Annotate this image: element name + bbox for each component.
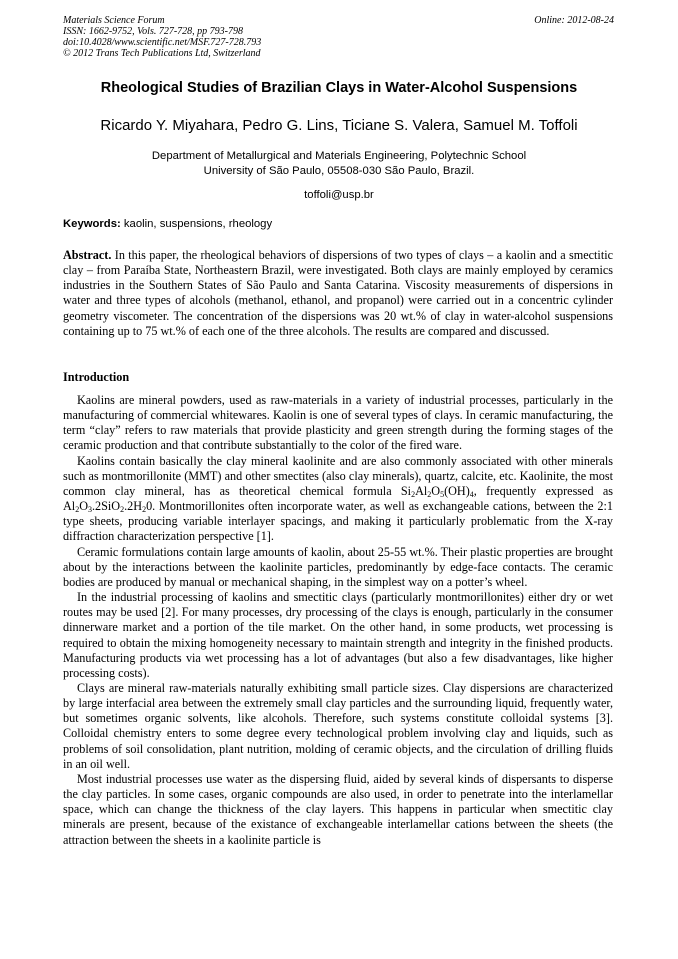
paragraph: Most industrial processes use water as the dispersing fluid, aided by several kinds of dispersants to disperse the clay particles. In some cases, organic compounds are also used, in order to penetrate into the interlamellar space, which can change the thickness of the clay layers. This happens in particular when smectitic clay minerals are present, because of the existance of exchangeable interlamellar cations between the sheets (the attraction between the sheets in a kaolinite particle is: [63, 771, 613, 847]
affiliation-line-1: Department of Metallurgical and Materials Engineering, Polytechnic School: [151, 150, 527, 162]
contact-email: toffoli@usp.br: [304, 189, 374, 201]
paragraph: Kaolins are mineral powders, used as raw-materials in a variety of industrial processes, particularly in the manufacturing of commercial whitewares. Kaolin is one of several types of clays. In ceramic manufacturing, the term “clay” refers to raw materials that provide plasticity and green strength during the forming stages of the ceramic production and that contribute substantially to the color of the fired ware.: [63, 393, 613, 453]
journal-doi: doi:10.4028/www.scientific.net/MSF.727-728.793: [63, 37, 262, 48]
keywords: [63, 218, 272, 230]
paragraph: Clays are mineral raw-materials naturally exhibiting small particle sizes. Clay dispersions are characterized by large interfacial area between the extremely small clay particles and the surrounding liquid, frequently water, but sometimes organic solvents, like alcohols. Therefore, such systems constitute colloidal systems [3]. Colloidal chemistry enters to some degree every technological problem involving clay and liquids, such as problems of soil consolidation, plant nutrition, molding of ceramic objects, and the circulation of drilling fluids in an oil well.: [63, 680, 613, 771]
abstract-text: In this paper, the rheological behaviors of dispersions of two types of clays – a kaolin and a smectitic clay – from Paraíba State, Northeastern Brazil, were investigated. Both clays are mainly employed by ceramics industries in the Southern States of São Paulo and Santa Catarina. Viscosity measurements of dispersions in water and three types of alcohols (methanol, ethanol, and propanol) were carried out in a concentric cylinder geometry viscometer. The concentration of the dispersions was 20 wt.% of clay in water-alcohol suspensions containing up to 75 wt.% of each one of the three alcohols. The results are compared and discussed.: [63, 248, 613, 338]
journal-copyright: © 2012 Trans Tech Publications Ltd, Switzerland: [63, 48, 261, 59]
introduction-body: [63, 393, 613, 848]
paragraph: Kaolins contain basically the clay mineral kaolinite and are also commonly associated with other minerals such as montmorillonite (MMT) and other smectites (also clay minerals), quartz, calcite, etc. Kaolinite, the most common clay mineral, has as theoretical chemical formula $Si_2Al_2O_5(OH)_4$, frequently expressed as $Al_2O_3.2SiO_2.2H_20$. Montmorillonites often incorporate water, as well as exchangeable cations, between the 2:1 type sheets, producing variable interlayer spacings, and making it particularly problematic from the X-ray diffraction characterization perspective [1].: [63, 453, 613, 544]
abstract-label: Abstract.: [63, 248, 112, 262]
journal-issn: ISSN: 1662-9752, Vols. 727-728, pp 793-798: [63, 26, 243, 37]
paragraph: In the industrial processing of kaolins and smectitic clays (particularly montmorillonites) either dry or wet routes may be used [2]. For many processes, dry processing of the clays is enough, particularly in the consumer dinnerware market and a portion of the tile market. On the other hand, in some products, wet processing is required to obtain the mixing homogeneity necessary to maintain strength and integrity in the finished products. Manufacturing products via wet processing has a lot of advantages (but also a few disadvantages, like higher processing costs).: [63, 590, 613, 680]
online-date: Online: 2012-08-24: [534, 15, 614, 26]
paragraph: Ceramic formulations contain large amounts of kaolin, about 25-55 wt.%. Their plastic properties are brought about by the interactions between the kaolinite particles, predominantly by edge-face contacts. The ceramic bodies are produced by manual or mechanical shaping, in the simplest way on a potter’s wheel.: [63, 544, 613, 589]
journal-header: [63, 15, 261, 59]
keywords-label: Keywords:: [63, 218, 121, 230]
journal-name: Materials Science Forum: [63, 15, 165, 26]
paper-authors: Ricardo Y. Miyahara, Pedro G. Lins, Ticiane S. Valera, Samuel M. Toffoli: [100, 117, 578, 134]
abstract: [63, 248, 613, 339]
affiliation: [0, 149, 678, 179]
keywords-text: kaolin, suspensions, rheology: [123, 218, 273, 230]
affiliation-line-2: University of São Paulo, 05508-030 São Paulo, Brazil.: [203, 165, 475, 177]
paper-title: Rheological Studies of Brazilian Clays in Water-Alcohol Suspensions: [100, 80, 578, 96]
section-heading-introduction: Introduction: [63, 370, 130, 384]
